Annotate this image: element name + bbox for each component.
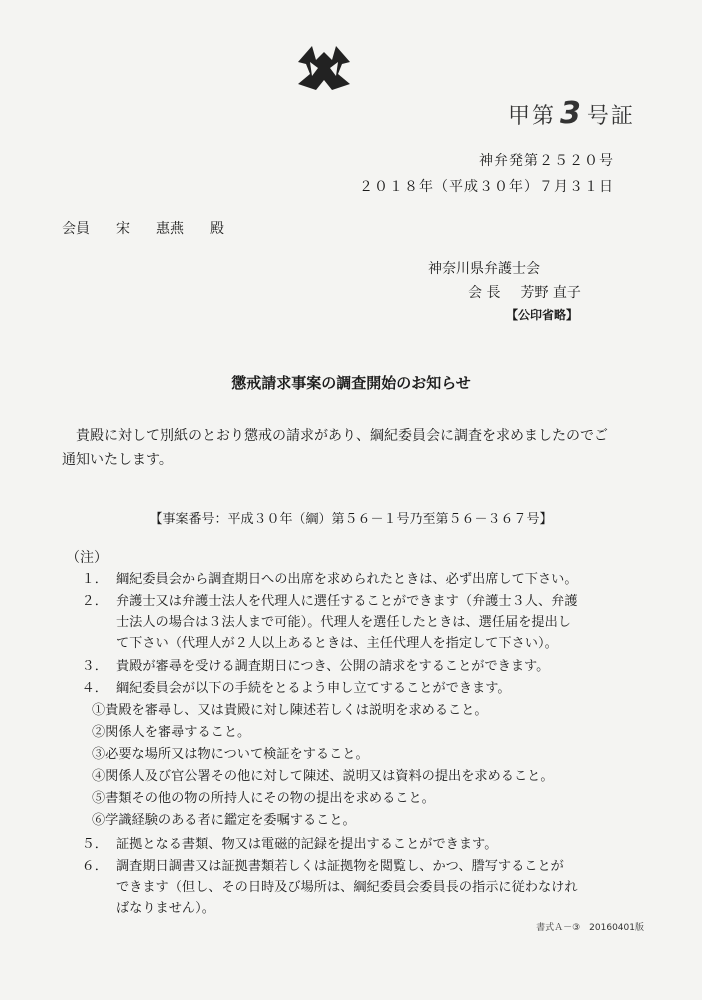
note-text: 綱紀委員会が以下の手続をとるよう申し立てすることができます。 bbox=[116, 681, 511, 696]
exhibit-suffix: 号証 bbox=[586, 104, 635, 129]
note-mark: ５． bbox=[81, 837, 108, 852]
notes-title: （注） bbox=[66, 550, 108, 566]
note-text: 貴殿が審尋を受ける調査期日につき、公開の請求をすることができます。 bbox=[116, 659, 550, 674]
body-line-1: 貴殿に対して別紙のとおり懲戒の請求があり、綱紀委員会に調査を求めましたのでご bbox=[76, 428, 608, 444]
recipient-role: 会員 bbox=[62, 221, 90, 237]
note-text-continued: て下さい（代理人が２人以上あるときは、主任代理人を指定して下さい）。 bbox=[116, 636, 558, 651]
exhibit-prefix: 甲第 bbox=[508, 104, 557, 129]
note-mark: ６． bbox=[81, 859, 108, 874]
exhibit-num: 3 bbox=[560, 96, 583, 131]
recipient bbox=[62, 218, 250, 238]
sub-item: ④関係人及び官公署その他に対して陳述、説明又は資料の提出を求めること。 bbox=[92, 769, 554, 784]
sender-org: 神奈川県弁護士会 bbox=[428, 261, 540, 277]
note-mark: ３． bbox=[81, 659, 108, 674]
note-text: 調査期日調書又は証拠書類若しくは証拠物を閲覧し、かつ、謄写することが bbox=[116, 859, 564, 874]
sub-item: ⑥学識経験のある者に鑑定を委嘱すること。 bbox=[92, 813, 356, 828]
note-item bbox=[78, 678, 511, 699]
sub-item: ③必要な場所又は物について検証をすること。 bbox=[92, 747, 369, 762]
note-text-continued: できます（但し、その日時及び場所は、綱紀委員会委員長の指示に従わなけれ bbox=[116, 880, 578, 895]
body-paragraph bbox=[62, 424, 642, 472]
exhibit-number bbox=[508, 96, 635, 131]
recipient-surname: 宋 bbox=[116, 221, 130, 237]
note-item bbox=[78, 656, 549, 677]
sub-item: ⑤書類その他の物の所持人にその物の提出を求めること。 bbox=[92, 791, 435, 806]
form-footer: 書式Ａ－③ 20160401版 bbox=[536, 923, 644, 933]
sender-name: 芳野 直子 bbox=[520, 285, 581, 301]
body-line-2: 通知いたします。 bbox=[62, 452, 173, 468]
stamp-mark-icon bbox=[292, 40, 356, 96]
recipient-given: 惠燕 bbox=[156, 221, 184, 237]
case-number: 【事案番号：平成３０年（綱）第５６－１号乃至第５６－３６７号】 bbox=[149, 512, 553, 527]
note-item bbox=[78, 856, 564, 877]
note-mark: ２． bbox=[81, 594, 108, 609]
note-mark: ４． bbox=[81, 681, 108, 696]
note-item bbox=[78, 834, 497, 855]
sub-item: ①貴殿を審尋し、又は貴殿に対し陳述若しくは説明を求めること。 bbox=[92, 703, 488, 718]
note-item bbox=[78, 591, 578, 612]
note-text: 証拠となる書類、物又は電磁的記録を提出することができます。 bbox=[116, 837, 498, 852]
note-item bbox=[78, 569, 578, 590]
document-number: 神弁発第２５２０号 bbox=[479, 153, 614, 169]
recipient-honorific: 殿 bbox=[210, 221, 224, 237]
note-text: 綱紀委員会から調査期日への出席を求められたときは、必ず出席して下さい。 bbox=[116, 572, 578, 587]
note-mark: １． bbox=[81, 572, 108, 587]
document-date: ２０１８年（平成３０年）７月３１日 bbox=[359, 179, 614, 195]
note-text-continued: 士法人の場合は３法人まで可能）。代理人を選任したときは、選任届を提出し bbox=[116, 615, 571, 630]
document-title: 懲戒請求事案の調査開始のお知らせ bbox=[231, 374, 471, 392]
sender-name-line bbox=[468, 282, 601, 302]
sub-item: ②関係人を審尋すること。 bbox=[92, 725, 251, 740]
sender-title: 会 長 bbox=[468, 285, 501, 301]
note-text: 弁護士又は弁護士法人を代理人に選任することができます（弁護士３人、弁護 bbox=[116, 594, 578, 609]
seal-note: 【公印省略】 bbox=[506, 308, 579, 322]
note-text-continued: ばなりません）。 bbox=[116, 901, 215, 916]
